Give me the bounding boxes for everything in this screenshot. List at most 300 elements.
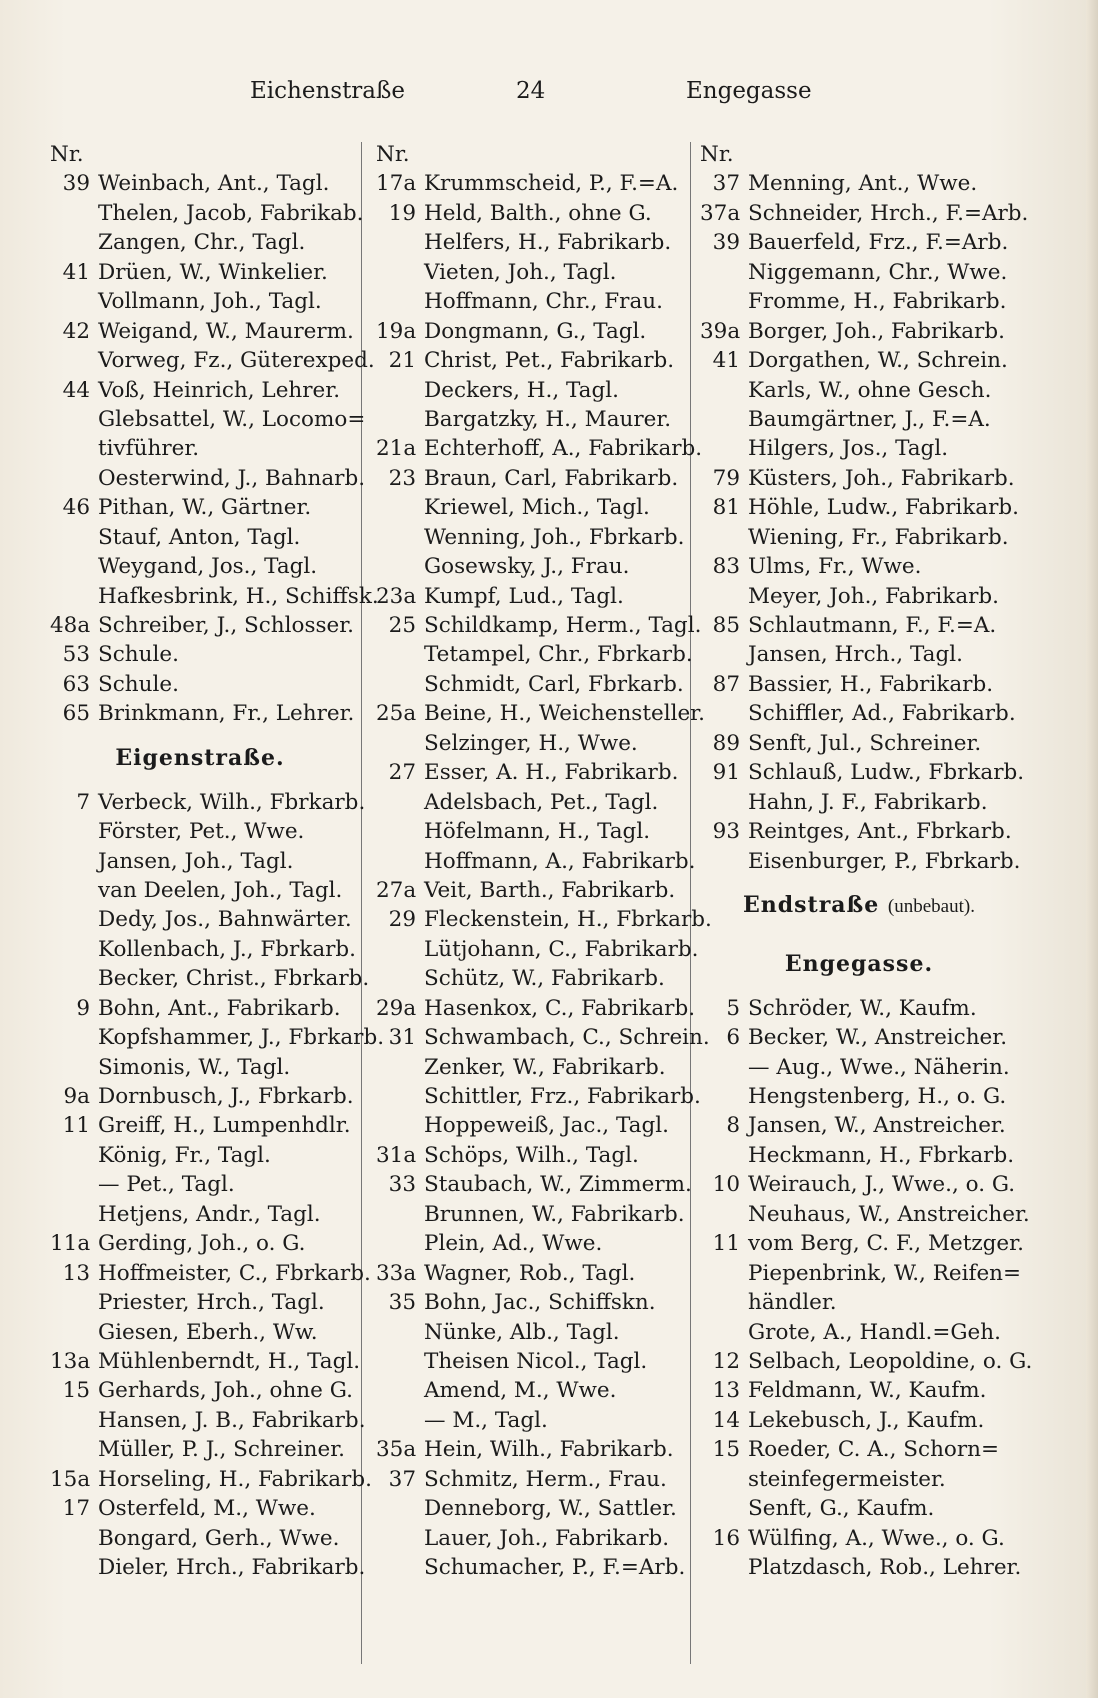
entry-row (50, 847, 350, 876)
entry-row (376, 994, 696, 1023)
resident-entry: Höhle, Ludw., Fabrikarb. (748, 495, 1019, 521)
entry-row (700, 788, 1018, 817)
entry-row (376, 905, 712, 934)
resident-entry: Gerding, Joh., o. G. (98, 1231, 306, 1257)
resident-entry: Bargatzky, H., Maurer. (424, 406, 672, 432)
resident-entry: Roeder, C. A., Schorn= (748, 1437, 1000, 1463)
resident-entry: Fromme, H., Fabrikarb. (748, 289, 1007, 315)
house-number: 11 (62, 1113, 90, 1139)
entry-row (700, 994, 1018, 1023)
resident-entry: Bauerfeld, Frz., F.=Arb. (748, 230, 1009, 256)
resident-entry: Grote, A., Handl.=Geh. (748, 1319, 1001, 1345)
resident-entry: Bohn, Jac., Schiffskn. (424, 1290, 656, 1316)
house-number: 39a (700, 318, 741, 344)
resident-entry: Vieten, Joh., Tagl. (424, 259, 617, 285)
resident-entry: Förster, Pet., Wwe. (98, 819, 305, 845)
entry-row (700, 1053, 1018, 1082)
page-edge (1086, 0, 1098, 1698)
column-3 (700, 140, 1033, 1582)
resident-entry: — Aug., Wwe., Näherin. (748, 1054, 1010, 1080)
column-2 (376, 140, 712, 1582)
street-heading (700, 876, 1018, 935)
entry-row (50, 258, 350, 287)
resident-entry: Ulms, Fr., Wwe. (748, 554, 922, 580)
entry-row (700, 1259, 1022, 1288)
entry-row (376, 935, 699, 964)
resident-entry: Mühlenberndt, H., Tagl. (98, 1348, 361, 1374)
entry-row (50, 464, 366, 493)
entry-row (376, 1406, 688, 1435)
entry-row (700, 287, 1018, 316)
entry-row (700, 169, 1018, 198)
entry-row (376, 287, 688, 316)
entry-row (700, 228, 1018, 257)
house-number: 21a (376, 436, 417, 462)
resident-entry: Giesen, Eberh., Ww. (98, 1319, 318, 1345)
resident-entry: Hoffmann, Chr., Frau. (424, 289, 663, 315)
resident-entry: Wenning, Joh., Fbrkarb. (424, 524, 685, 550)
resident-entry: tivführer. (98, 436, 200, 462)
street-name: Endstraße (743, 891, 888, 918)
entry-row (376, 1229, 688, 1258)
resident-entry: Bassier, H., Fabrikarb. (748, 671, 994, 697)
house-number: 6 (726, 1025, 740, 1051)
resident-entry: Dedy, Jos., Bahnwärter. (98, 907, 352, 933)
resident-entry: Niggemann, Chr., Wwe. (748, 259, 1008, 285)
entry-row (700, 493, 1018, 522)
house-number: 91 (712, 760, 740, 786)
resident-entry: Hansen, J. B., Fabrikarb. (98, 1407, 366, 1433)
house-number: 33a (376, 1260, 417, 1286)
resident-entry: Schöps, Wilh., Tagl. (424, 1142, 639, 1168)
entry-row (376, 817, 688, 846)
resident-entry: Kriewel, Mich., Tagl. (424, 495, 650, 521)
entry-row (376, 1465, 688, 1494)
header-left-street: Eichenstraße (250, 78, 405, 104)
resident-entry: Adelsbach, Pet., Tagl. (424, 789, 659, 815)
resident-entry: Hein, Wilh., Fabrikarb. (424, 1437, 674, 1463)
house-number: 13 (712, 1378, 740, 1404)
resident-entry: Hasenkox, C., Fabrikarb. (424, 995, 696, 1021)
entry-row (700, 464, 1018, 493)
nr-header: Nr. (50, 142, 84, 167)
house-number: 85 (712, 613, 740, 638)
column-header (376, 140, 688, 169)
resident-entry: Weygand, Jos., Tagl. (98, 554, 318, 580)
entry-row (700, 1023, 1018, 1052)
entry-row (50, 169, 350, 198)
resident-entry: Pithan, W., Gärtner. (98, 495, 312, 521)
resident-entry: Meyer, Joh., Fabrikarb. (748, 583, 1000, 609)
entry-row (700, 434, 1018, 463)
resident-entry: Hoffmann, A., Fabrikarb. (424, 848, 696, 874)
house-number: 29a (376, 995, 417, 1021)
entry-row (50, 905, 350, 934)
resident-entry: Bohn, Ant., Fabrikarb. (98, 995, 341, 1021)
resident-entry: Brinkmann, Fr., Lehrer. (98, 701, 355, 727)
house-number: 25a (376, 701, 417, 727)
resident-entry: Drüen, W., Winkelier. (98, 259, 328, 285)
entry-row (376, 1200, 688, 1229)
resident-entry: Hoppeweiß, Jac., Tagl. (424, 1113, 669, 1139)
resident-entry: Schittler, Frz., Fabrikarb. (424, 1084, 701, 1109)
column-header (50, 140, 350, 169)
house-number: 41 (712, 348, 740, 374)
resident-entry: Horseling, H., Fabrikarb. (98, 1466, 372, 1492)
entry-row (50, 611, 354, 640)
entry-row (50, 1053, 350, 1082)
entry-row (376, 376, 688, 405)
resident-entry: Piepenbrink, W., Reifen= (748, 1260, 1022, 1286)
resident-entry: Schreiber, J., Schlosser. (98, 613, 354, 638)
house-number: 46 (62, 495, 90, 521)
entry-row (376, 1553, 688, 1582)
entry-row (700, 1406, 1018, 1435)
resident-entry: Dongmann, G., Tagl. (424, 318, 647, 344)
house-number: 33 (388, 1172, 416, 1198)
house-number: 15a (50, 1466, 91, 1492)
resident-entry: Wagner, Rob., Tagl. (424, 1260, 636, 1286)
house-number: 15 (62, 1378, 90, 1404)
resident-entry: Krummscheid, P., F.=A. (424, 171, 679, 197)
resident-entry: Müller, P. J., Schreiner. (98, 1437, 345, 1463)
resident-entry: van Deelen, Joh., Tagl. (98, 877, 343, 903)
resident-entry: Selzinger, H., Wwe. (424, 730, 638, 756)
column-header (700, 140, 1018, 169)
resident-entry: Plein, Ad., Wwe. (424, 1231, 603, 1257)
entry-row (700, 1082, 1018, 1111)
entry-row (700, 1318, 1018, 1347)
entry-row (700, 199, 1029, 228)
nr-header: Nr. (700, 142, 734, 167)
resident-entry: Schneider, Hrch., F.=Arb. (748, 200, 1029, 226)
street-heading: Eigenstraße. (115, 744, 285, 771)
entry-row (50, 1406, 366, 1435)
entry-row (50, 670, 350, 699)
column-divider (690, 142, 691, 1664)
resident-entry: Schumacher, P., F.=Arb. (424, 1555, 686, 1580)
resident-entry: Dornbusch, J., Fbrkarb. (98, 1084, 354, 1110)
entry-row (376, 582, 688, 611)
house-number: 23a (376, 583, 417, 609)
resident-entry: Schlauß, Ludw., Fbrkarb. (748, 760, 1025, 786)
house-number: 27 (388, 760, 416, 786)
house-number: 14 (712, 1407, 740, 1433)
resident-entry: Simonis, W., Tagl. (98, 1054, 291, 1080)
resident-entry: händler. (748, 1290, 837, 1316)
entry-row (700, 670, 1018, 699)
entry-row (50, 1023, 385, 1052)
entry-row (700, 1200, 1030, 1229)
entry-row (50, 817, 350, 846)
resident-entry: Vorweg, Fz., Güterexped. (98, 348, 375, 374)
page-header (0, 78, 1098, 114)
entry-row (376, 729, 688, 758)
entry-row (376, 670, 688, 699)
house-number: 25 (388, 613, 416, 638)
entry-row (50, 1553, 366, 1582)
entry-row (50, 640, 350, 669)
entry-row (50, 1200, 350, 1229)
house-number: 79 (712, 465, 740, 491)
entry-row (50, 376, 350, 405)
entry-row (376, 552, 688, 581)
resident-entry: Osterfeld, M., Wwe. (98, 1496, 316, 1522)
house-number: 13a (50, 1348, 91, 1374)
house-number: 63 (62, 671, 90, 697)
entry-row (376, 199, 688, 228)
entry-row (50, 935, 357, 964)
resident-entry: König, Fr., Tagl. (98, 1142, 271, 1168)
entry-row (376, 1347, 688, 1376)
resident-entry: vom Berg, C. F., Metzger. (748, 1231, 1024, 1257)
resident-entry: Nünke, Alb., Tagl. (424, 1319, 620, 1345)
resident-entry: Wülfing, A., Wwe., o. G. (748, 1525, 1005, 1551)
resident-entry: Lauer, Joh., Fabrikarb. (424, 1525, 670, 1551)
resident-entry: Deckers, H., Tagl. (424, 377, 619, 403)
resident-entry: Voß, Heinrich, Lehrer. (98, 377, 341, 403)
house-number: 48a (50, 613, 91, 638)
entry-row (376, 317, 688, 346)
entry-row (700, 1170, 1018, 1199)
nr-header: Nr. (376, 142, 410, 167)
resident-entry: Brunnen, W., Fabrikarb. (424, 1201, 685, 1227)
resident-entry: Dorgathen, W., Schrein. (748, 348, 1008, 374)
house-number: 93 (712, 819, 740, 845)
column-1 (50, 140, 385, 1582)
entry-row (376, 1318, 688, 1347)
entry-row (700, 611, 1018, 640)
entry-row (50, 1347, 361, 1376)
resident-entry: Kollenbach, J., Fbrkarb. (98, 936, 357, 962)
house-number: 15 (712, 1437, 740, 1463)
entry-row (50, 1082, 354, 1111)
entry-row (50, 1111, 350, 1140)
house-number: 42 (62, 318, 90, 344)
entry-row (50, 1259, 371, 1288)
house-number: 11a (50, 1231, 91, 1257)
resident-entry: Reintges, Ant., Fbrkarb. (748, 819, 1012, 845)
house-number: 29 (388, 907, 416, 933)
resident-entry: Braun, Carl, Fabrikarb. (424, 465, 679, 491)
entry-row (376, 1170, 692, 1199)
resident-entry: Fleckenstein, H., Fbrkarb. (424, 907, 712, 933)
entry-row (376, 758, 688, 787)
entry-row (700, 582, 1018, 611)
entry-row (50, 582, 379, 611)
resident-entry: Eisenburger, P., Fbrkarb. (748, 848, 1021, 874)
resident-entry: Schule. (98, 671, 179, 697)
house-number: 44 (62, 377, 90, 403)
resident-entry: Borger, Joh., Fabrikarb. (748, 318, 1005, 344)
entry-row (376, 258, 688, 287)
resident-entry: Vollmann, Joh., Tagl. (98, 289, 322, 315)
entry-row (376, 1259, 688, 1288)
resident-entry: Hahn, J. F., Fabrikarb. (748, 789, 988, 815)
entry-row (50, 199, 364, 228)
entry-row (376, 1376, 688, 1405)
resident-entry: Becker, Christ., Fbrkarb. (98, 966, 370, 992)
resident-entry: Schütz, W., Fabrikarb. (424, 966, 665, 992)
entry-row (376, 1494, 688, 1523)
house-number: 39 (62, 171, 90, 197)
entry-row (50, 1170, 350, 1199)
entry-row (376, 640, 693, 669)
resident-entry: Hetjens, Andr., Tagl. (98, 1201, 321, 1227)
resident-entry: Schiffler, Ad., Fabrikarb. (748, 701, 1016, 727)
resident-entry: Helfers, H., Fabrikarb. (424, 230, 672, 256)
entry-row (50, 434, 350, 463)
resident-entry: Becker, W., Anstreicher. (748, 1025, 1008, 1051)
entry-row (700, 699, 1018, 728)
house-number: 9 (76, 995, 90, 1021)
house-number: 17a (376, 171, 417, 197)
house-number: 35 (388, 1290, 416, 1316)
house-number: 9a (63, 1084, 90, 1110)
house-number: 87 (712, 671, 740, 697)
entry-row (700, 1494, 1018, 1523)
resident-entry: Echterhoff, A., Fabrikarb. (424, 436, 703, 462)
resident-entry: Senft, Jul., Schreiner. (748, 730, 982, 756)
resident-entry: Schmitz, Herm., Frau. (424, 1466, 667, 1492)
entry-row (50, 1435, 350, 1464)
resident-entry: Karls, W., ohne Gesch. (748, 377, 992, 403)
resident-entry: Senft, G., Kaufm. (748, 1496, 935, 1522)
house-number: 37 (388, 1466, 416, 1492)
resident-entry: Staubach, W., Zimmerm. (424, 1172, 692, 1198)
entry-row (700, 817, 1018, 846)
entry-row (376, 493, 688, 522)
entry-row (700, 1376, 1018, 1405)
resident-entry: Baumgärtner, J., F.=A. (748, 406, 991, 432)
house-number: 8 (726, 1113, 740, 1139)
entry-row (700, 1288, 1018, 1317)
entry-row (376, 788, 688, 817)
entry-row (50, 788, 366, 817)
house-number: 12 (712, 1348, 740, 1374)
house-number: 39 (712, 230, 740, 256)
entry-row (50, 1494, 350, 1523)
resident-entry: Amend, M., Wwe. (424, 1378, 617, 1404)
resident-entry: Verbeck, Wilh., Fbrkarb. (98, 789, 366, 815)
resident-entry: Kumpf, Lud., Tagl. (424, 583, 624, 609)
entry-row (376, 1053, 688, 1082)
resident-entry: Theisen Nicol., Tagl. (424, 1348, 648, 1374)
entry-row (700, 1229, 1024, 1258)
entry-row (50, 228, 350, 257)
resident-entry: Küsters, Joh., Fabrikarb. (748, 465, 1015, 491)
entry-row (700, 758, 1025, 787)
entry-row (700, 847, 1021, 876)
entry-row (50, 1229, 350, 1258)
page-number: 24 (516, 78, 546, 104)
entry-row (50, 964, 370, 993)
house-number: 11 (712, 1231, 740, 1257)
entry-row (376, 1111, 688, 1140)
resident-entry: Wiening, Fr., Fabrikarb. (748, 524, 1009, 550)
entry-row (376, 523, 688, 552)
entry-row (376, 434, 703, 463)
entry-row (376, 346, 688, 375)
street-heading: Engegasse. (784, 950, 934, 977)
entry-row (376, 1524, 688, 1553)
entry-row (700, 1111, 1018, 1140)
street-note: (unbebaut). (887, 895, 975, 917)
resident-entry: Jansen, Hrch., Tagl. (748, 642, 963, 668)
entry-row (50, 405, 366, 434)
house-number: 35a (376, 1437, 417, 1463)
resident-entry: Lütjohann, C., Fabrikarb. (424, 936, 699, 962)
house-number: 19 (388, 200, 416, 226)
resident-entry: Höfelmann, H., Tagl. (424, 819, 651, 845)
resident-entry: Hengstenberg, H., o. G. (748, 1084, 1007, 1110)
resident-entry: Schwambach, C., Schrein. (424, 1025, 710, 1051)
entry-row (376, 169, 688, 198)
resident-entry: Zenker, W., Fabrikarb. (424, 1054, 666, 1080)
house-number: 31 (388, 1025, 416, 1051)
house-number: 17 (62, 1496, 90, 1522)
resident-entry: Gerhards, Joh., ohne G. (98, 1378, 353, 1404)
house-number: 65 (62, 701, 90, 727)
entry-row (376, 1141, 688, 1170)
entry-row (376, 847, 696, 876)
resident-entry: Denneborg, W., Sattler. (424, 1496, 677, 1522)
entry-row (700, 317, 1018, 346)
entry-row (700, 258, 1018, 287)
entry-row (700, 523, 1018, 552)
entry-row (50, 1376, 353, 1405)
entry-row (700, 640, 1018, 669)
resident-entry: Heckmann, H., Fbrkarb. (748, 1142, 1015, 1168)
entry-row (376, 699, 705, 728)
entry-row (50, 346, 375, 375)
resident-entry: Veit, Barth., Fabrikarb. (424, 877, 676, 903)
entry-row (376, 876, 688, 905)
house-number: 41 (62, 259, 90, 285)
house-number: 16 (712, 1525, 740, 1551)
house-number: 10 (712, 1172, 740, 1198)
resident-entry: Feldmann, W., Kaufm. (748, 1378, 987, 1404)
house-number: 53 (62, 642, 90, 668)
resident-entry: Zangen, Chr., Tagl. (98, 230, 306, 256)
resident-entry: Schlautmann, F., F.=A. (748, 613, 997, 638)
resident-entry: Greiff, H., Lumpenhdlr. (98, 1113, 351, 1139)
entry-row (700, 1524, 1018, 1553)
entry-row (376, 464, 688, 493)
entry-row (50, 1288, 350, 1317)
resident-entry: Hilgers, Jos., Tagl. (748, 436, 949, 462)
resident-entry: — Pet., Tagl. (98, 1172, 235, 1198)
entry-row (50, 1465, 372, 1494)
entry-row (50, 1318, 350, 1347)
resident-entry: Christ, Pet., Fabrikarb. (424, 348, 675, 374)
resident-entry: Selbach, Leopoldine, o. G. (748, 1348, 1033, 1374)
resident-entry: Weinbach, Ant., Tagl. (98, 171, 330, 197)
entry-row (700, 1347, 1033, 1376)
entry-row (700, 1141, 1018, 1170)
resident-entry: — M., Tagl. (424, 1407, 548, 1433)
resident-entry: Schmidt, Carl, Fbrkarb. (424, 671, 684, 697)
entry-row (50, 493, 350, 522)
house-number: 19a (376, 318, 417, 344)
house-number: 7 (76, 789, 90, 815)
entry-row (700, 1553, 1022, 1582)
resident-entry: Glebsattel, W., Locomo= (98, 406, 366, 432)
resident-entry: Gosewsky, J., Frau. (424, 554, 630, 580)
entry-row (700, 346, 1018, 375)
entry-row (700, 552, 1018, 581)
resident-entry: Priester, Hrch., Tagl. (98, 1290, 325, 1316)
